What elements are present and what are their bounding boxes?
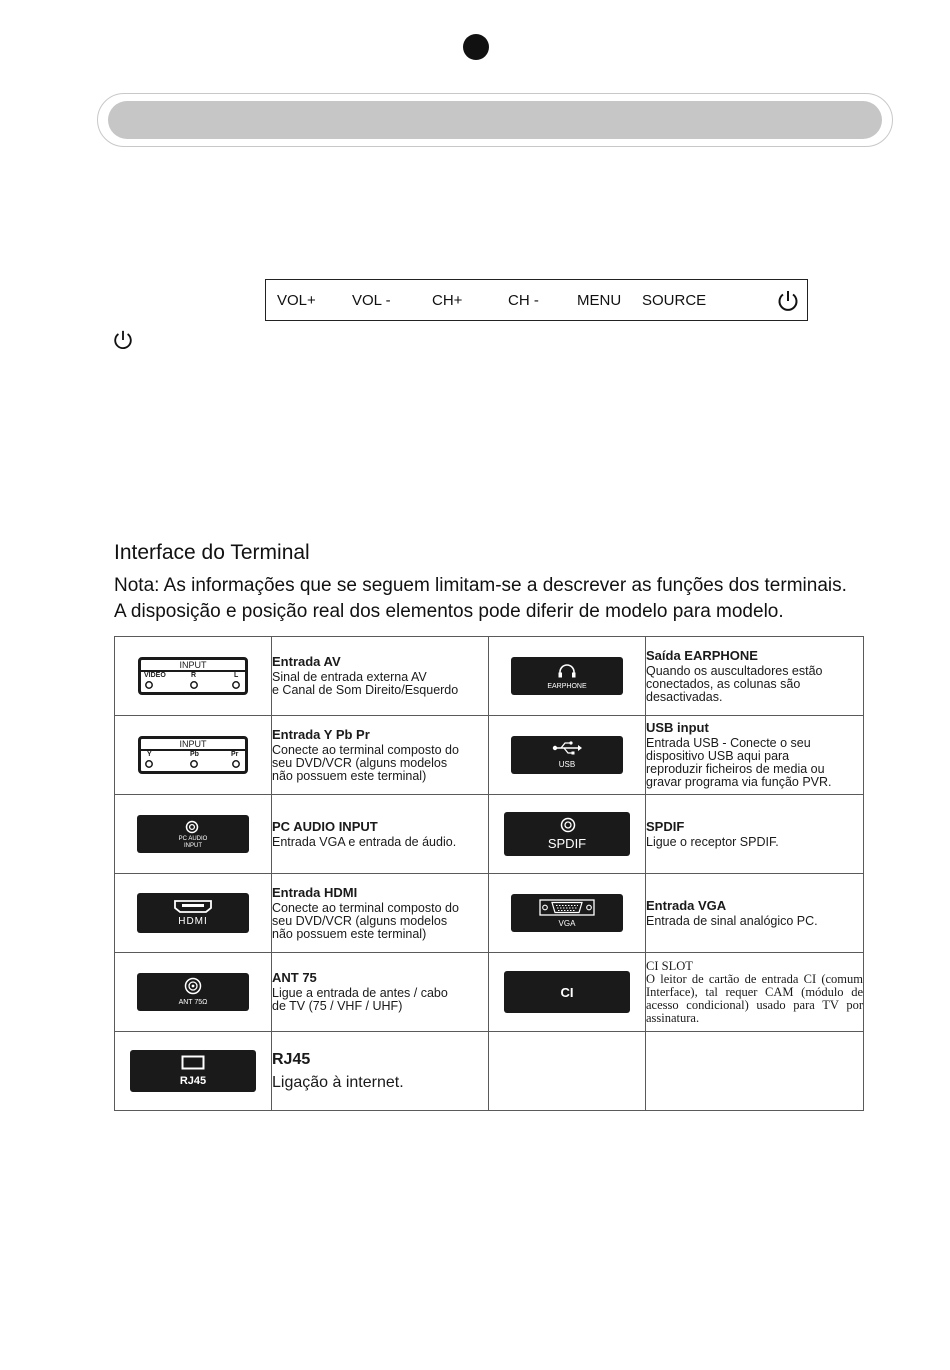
pc-audio-description: PC AUDIO INPUT Entrada VGA e entrada de áudio. bbox=[272, 795, 489, 874]
antenna-cell bbox=[115, 953, 272, 1032]
ypbpr-cell bbox=[115, 716, 272, 795]
power-icon[interactable] bbox=[776, 289, 800, 318]
earphone-cell bbox=[489, 637, 646, 716]
ypbpr-description: Entrada Y Pb Pr Conecte ao terminal composto do seu DVD/VCR (alguns modelos não possuem este terminal) bbox=[272, 716, 489, 795]
vol-down-button[interactable]: VOL - bbox=[352, 292, 391, 309]
ethernet-port-icon bbox=[181, 1055, 205, 1071]
note-line-1: Nota: As informações que se seguem limitam-se a descrever as funções dos terminais. bbox=[114, 575, 847, 596]
note-line-2: A disposição e posição real dos elementos pode diferir de modelo para modelo. bbox=[114, 601, 784, 622]
spdif-description: SPDIF Ligue o receptor SPDIF. bbox=[646, 795, 864, 874]
earphone-description: Saída EARPHONE Quando os auscultadores estão conectados, as colunas são desactivadas. bbox=[646, 637, 864, 716]
earphone-connector-icon: EARPHONE bbox=[511, 657, 623, 695]
rj45-cell bbox=[115, 1032, 272, 1111]
antenna-connector-icon: ANT 75Ω bbox=[137, 973, 249, 1011]
optical-jack-icon bbox=[560, 817, 576, 833]
usb-description: USB input Entrada USB - Conecte o seu dispositivo USB aqui para reproduzir ficheiros de media ou gravar programa via função PVR. bbox=[646, 716, 864, 795]
table-row bbox=[115, 716, 864, 795]
hdmi-description: Entrada HDMI Conecte ao terminal composto do seu DVD/VCR (alguns modelos não possuem este terminal) bbox=[272, 874, 489, 953]
audio-jack-icon bbox=[185, 820, 199, 834]
ypbpr-connector-icon: INPUT Y Pb Pr bbox=[138, 736, 248, 774]
hdmi-port-icon bbox=[173, 899, 213, 913]
av-input-description: Entrada AV Sinal de entrada externa AV e Canal de Som Direito/Esquerdo bbox=[272, 637, 489, 716]
vol-up-button[interactable]: VOL+ bbox=[277, 292, 316, 309]
rj45-description: RJ45 Ligação à internet. bbox=[272, 1032, 489, 1111]
control-panel bbox=[265, 279, 808, 321]
table-row bbox=[115, 1032, 864, 1111]
hdmi-connector-icon: HDMI bbox=[137, 893, 249, 933]
terminal-table bbox=[114, 636, 864, 1111]
section-title: Interface do Terminal bbox=[114, 541, 310, 564]
antenna-description: ANT 75 Ligue a entrada de antes / cabo de TV (75 / VHF / UHF) bbox=[272, 953, 489, 1032]
hdmi-cell bbox=[115, 874, 272, 953]
usb-cell bbox=[489, 716, 646, 795]
header-banner bbox=[108, 101, 882, 139]
table-row bbox=[115, 953, 864, 1032]
usb-icon bbox=[552, 741, 582, 755]
vga-connector-icon: VGA bbox=[511, 894, 623, 932]
spdif-connector-icon: SPDIF bbox=[504, 812, 630, 856]
spdif-cell bbox=[489, 795, 646, 874]
ch-up-button[interactable]: CH+ bbox=[432, 292, 463, 309]
av-input-cell bbox=[115, 637, 272, 716]
table-row bbox=[115, 874, 864, 953]
rj45-connector-icon: RJ45 bbox=[130, 1050, 256, 1092]
pc-audio-cell bbox=[115, 795, 272, 874]
av-input-connector-icon: INPUT VIDEO R L bbox=[138, 657, 248, 695]
empty-cell bbox=[489, 1032, 646, 1111]
ch-down-button[interactable]: CH - bbox=[508, 292, 539, 309]
ci-slot-icon: CI bbox=[504, 971, 630, 1013]
vga-cell bbox=[489, 874, 646, 953]
vga-port-icon bbox=[539, 899, 595, 916]
page-marker-dot bbox=[463, 34, 489, 60]
menu-button[interactable]: MENU bbox=[577, 292, 622, 309]
source-button[interactable]: SOURCE bbox=[642, 292, 707, 309]
vga-description: Entrada VGA Entrada de sinal analógico PC. bbox=[646, 874, 864, 953]
ci-slot-cell bbox=[489, 953, 646, 1032]
usb-connector-icon: USB bbox=[511, 736, 623, 774]
table-row bbox=[115, 637, 864, 716]
coax-jack-icon bbox=[184, 977, 202, 995]
ci-slot-description: CI SLOT O leitor de cartão de entrada CI (comum Interface), tal requer CAM (módulo de acesso condicional) usado para TV por assinatura. bbox=[646, 953, 864, 1032]
pc-audio-connector-icon: PC AUDIO INPUT bbox=[137, 815, 249, 853]
empty-cell bbox=[646, 1032, 864, 1111]
headphones-icon bbox=[557, 663, 577, 679]
power-icon bbox=[112, 329, 134, 356]
table-row bbox=[115, 795, 864, 874]
